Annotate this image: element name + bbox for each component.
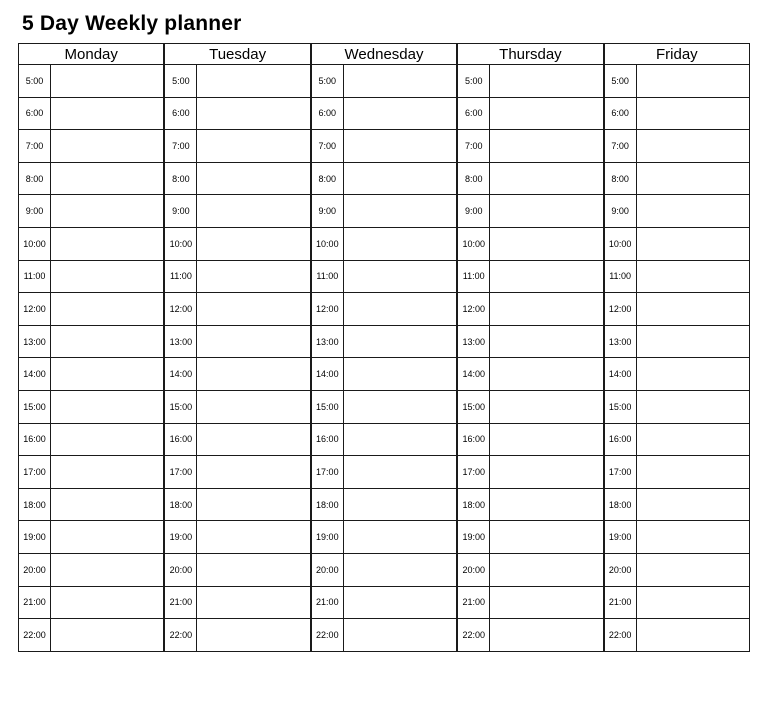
time-label: 20:00 [165, 553, 197, 586]
slot-cell [343, 390, 456, 423]
time-row [311, 619, 456, 652]
time-row [19, 390, 164, 423]
time-label: 10:00 [604, 227, 636, 260]
time-row [19, 456, 164, 489]
time-label: 7:00 [19, 130, 51, 163]
time-row [165, 619, 310, 652]
time-row [19, 358, 164, 391]
slot-cell [51, 65, 164, 98]
time-label: 16:00 [19, 423, 51, 456]
time-label: 19:00 [19, 521, 51, 554]
time-row [311, 553, 456, 586]
time-label: 15:00 [19, 390, 51, 423]
time-row [604, 130, 749, 163]
slot-cell [51, 553, 164, 586]
slot-cell [343, 195, 456, 228]
time-row [165, 227, 310, 260]
time-label: 18:00 [19, 488, 51, 521]
time-row [311, 65, 456, 98]
time-label: 12:00 [165, 293, 197, 326]
time-row [458, 521, 603, 554]
time-label: 18:00 [165, 488, 197, 521]
time-row [458, 227, 603, 260]
time-label: 12:00 [311, 293, 343, 326]
slot-cell [51, 227, 164, 260]
time-label: 17:00 [165, 456, 197, 489]
time-label: 8:00 [165, 162, 197, 195]
time-row [458, 162, 603, 195]
time-row [165, 390, 310, 423]
time-label: 10:00 [311, 227, 343, 260]
time-label: 6:00 [165, 97, 197, 130]
time-row [19, 423, 164, 456]
slot-cell [490, 358, 603, 391]
time-row [604, 358, 749, 391]
time-row [311, 325, 456, 358]
slot-cell [343, 358, 456, 391]
time-label: 9:00 [458, 195, 490, 228]
slot-cell [636, 293, 749, 326]
slot-cell [343, 130, 456, 163]
slot-cell [197, 162, 310, 195]
time-label: 12:00 [604, 293, 636, 326]
slot-cell [197, 293, 310, 326]
time-label: 17:00 [19, 456, 51, 489]
time-row [165, 293, 310, 326]
time-label: 11:00 [604, 260, 636, 293]
day-header-row [311, 44, 456, 65]
slot-cell [197, 260, 310, 293]
slot-cell [343, 488, 456, 521]
slot-cell [636, 65, 749, 98]
slot-cell [636, 521, 749, 554]
time-row [604, 521, 749, 554]
slot-cell [636, 260, 749, 293]
time-row [604, 293, 749, 326]
time-label: 6:00 [604, 97, 636, 130]
time-label: 15:00 [311, 390, 343, 423]
time-label: 8:00 [604, 162, 636, 195]
time-label: 14:00 [604, 358, 636, 391]
slot-cell [490, 423, 603, 456]
day-header-row [458, 44, 603, 65]
time-row [458, 390, 603, 423]
time-label: 14:00 [311, 358, 343, 391]
slot-cell [197, 553, 310, 586]
slot-cell [490, 553, 603, 586]
slot-cell [343, 293, 456, 326]
time-row [604, 586, 749, 619]
slot-cell [343, 456, 456, 489]
time-row [19, 162, 164, 195]
slot-cell [343, 619, 456, 652]
time-row [458, 325, 603, 358]
time-row [458, 260, 603, 293]
time-row [311, 358, 456, 391]
time-label: 11:00 [311, 260, 343, 293]
time-label: 21:00 [604, 586, 636, 619]
slot-cell [636, 195, 749, 228]
time-row [165, 97, 310, 130]
time-label: 21:00 [458, 586, 490, 619]
slot-cell [51, 130, 164, 163]
time-row [604, 195, 749, 228]
time-label: 21:00 [311, 586, 343, 619]
time-row [604, 65, 749, 98]
time-label: 18:00 [604, 488, 636, 521]
time-label: 22:00 [604, 619, 636, 652]
time-row [458, 97, 603, 130]
slot-cell [197, 65, 310, 98]
time-label: 13:00 [165, 325, 197, 358]
time-label: 22:00 [19, 619, 51, 652]
time-row [604, 488, 749, 521]
time-row [311, 227, 456, 260]
time-row [458, 586, 603, 619]
time-label: 19:00 [604, 521, 636, 554]
slot-cell [490, 227, 603, 260]
planner-grid [18, 43, 750, 652]
slot-cell [343, 521, 456, 554]
time-label: 9:00 [165, 195, 197, 228]
slot-cell [51, 325, 164, 358]
time-row [604, 325, 749, 358]
slot-cell [51, 195, 164, 228]
slot-cell [197, 619, 310, 652]
time-label: 5:00 [311, 65, 343, 98]
slot-cell [51, 97, 164, 130]
slot-cell [636, 358, 749, 391]
slot-cell [490, 162, 603, 195]
time-label: 10:00 [19, 227, 51, 260]
slot-cell [51, 423, 164, 456]
time-row [458, 423, 603, 456]
time-label: 10:00 [165, 227, 197, 260]
time-label: 21:00 [165, 586, 197, 619]
time-row [458, 130, 603, 163]
time-row [604, 456, 749, 489]
slot-cell [343, 423, 456, 456]
time-label: 20:00 [311, 553, 343, 586]
time-row [19, 195, 164, 228]
time-label: 22:00 [458, 619, 490, 652]
time-label: 16:00 [458, 423, 490, 456]
time-label: 13:00 [604, 325, 636, 358]
slot-cell [490, 325, 603, 358]
time-label: 18:00 [458, 488, 490, 521]
slot-cell [197, 586, 310, 619]
time-label: 17:00 [458, 456, 490, 489]
time-row [458, 358, 603, 391]
time-label: 8:00 [19, 162, 51, 195]
time-row [458, 619, 603, 652]
time-row [19, 227, 164, 260]
time-label: 15:00 [458, 390, 490, 423]
time-label: 22:00 [165, 619, 197, 652]
slot-cell [636, 130, 749, 163]
time-row [604, 162, 749, 195]
day-header-wednesday: Wednesday [311, 44, 456, 65]
time-row [311, 456, 456, 489]
slot-cell [197, 130, 310, 163]
time-row [165, 260, 310, 293]
slot-cell [197, 456, 310, 489]
time-label: 15:00 [604, 390, 636, 423]
slot-cell [490, 97, 603, 130]
slot-cell [490, 195, 603, 228]
time-label: 14:00 [19, 358, 51, 391]
time-row [311, 586, 456, 619]
slot-cell [343, 227, 456, 260]
time-row [311, 260, 456, 293]
slot-cell [490, 488, 603, 521]
slot-cell [490, 130, 603, 163]
time-row [19, 553, 164, 586]
slot-cell [636, 456, 749, 489]
time-label: 17:00 [311, 456, 343, 489]
time-label: 15:00 [165, 390, 197, 423]
slot-cell [197, 97, 310, 130]
time-row [604, 423, 749, 456]
time-label: 22:00 [311, 619, 343, 652]
time-row [19, 619, 164, 652]
slot-cell [490, 521, 603, 554]
day-header-row [165, 44, 310, 65]
time-row [458, 65, 603, 98]
time-row [458, 195, 603, 228]
slot-cell [636, 586, 749, 619]
time-label: 17:00 [604, 456, 636, 489]
time-label: 13:00 [458, 325, 490, 358]
day-header-thursday: Thursday [458, 44, 603, 65]
slot-cell [636, 97, 749, 130]
time-row [604, 619, 749, 652]
slot-cell [197, 521, 310, 554]
time-label: 11:00 [458, 260, 490, 293]
time-row [165, 325, 310, 358]
day-table-wednesday [311, 43, 457, 652]
time-label: 7:00 [458, 130, 490, 163]
time-label: 18:00 [311, 488, 343, 521]
slot-cell [636, 553, 749, 586]
time-label: 12:00 [458, 293, 490, 326]
time-row [311, 293, 456, 326]
time-label: 8:00 [458, 162, 490, 195]
slot-cell [51, 586, 164, 619]
slot-cell [343, 65, 456, 98]
time-label: 16:00 [604, 423, 636, 456]
time-label: 20:00 [604, 553, 636, 586]
time-row [19, 325, 164, 358]
time-label: 9:00 [311, 195, 343, 228]
slot-cell [197, 325, 310, 358]
time-label: 19:00 [458, 521, 490, 554]
slot-cell [51, 293, 164, 326]
slot-cell [343, 586, 456, 619]
slot-cell [51, 521, 164, 554]
slot-cell [490, 619, 603, 652]
time-row [311, 97, 456, 130]
time-row [165, 195, 310, 228]
slot-cell [51, 390, 164, 423]
time-row [165, 423, 310, 456]
slot-cell [490, 456, 603, 489]
time-label: 14:00 [458, 358, 490, 391]
time-label: 9:00 [604, 195, 636, 228]
time-label: 8:00 [311, 162, 343, 195]
time-row [19, 65, 164, 98]
slot-cell [197, 488, 310, 521]
time-row [165, 456, 310, 489]
time-label: 16:00 [165, 423, 197, 456]
slot-cell [51, 488, 164, 521]
slot-cell [490, 65, 603, 98]
day-header-row [604, 44, 749, 65]
slot-cell [490, 260, 603, 293]
time-label: 5:00 [604, 65, 636, 98]
day-header-monday: Monday [19, 44, 164, 65]
slot-cell [636, 619, 749, 652]
slot-cell [51, 260, 164, 293]
time-row [311, 488, 456, 521]
day-table-monday [18, 43, 164, 652]
time-row [165, 65, 310, 98]
time-label: 16:00 [311, 423, 343, 456]
time-row [311, 162, 456, 195]
time-row [165, 553, 310, 586]
time-row [604, 260, 749, 293]
time-label: 21:00 [19, 586, 51, 619]
time-row [311, 423, 456, 456]
slot-cell [490, 586, 603, 619]
slot-cell [197, 358, 310, 391]
time-row [19, 97, 164, 130]
time-label: 11:00 [165, 260, 197, 293]
slot-cell [636, 227, 749, 260]
slot-cell [51, 358, 164, 391]
time-row [311, 521, 456, 554]
slot-cell [636, 390, 749, 423]
time-row [311, 130, 456, 163]
time-label: 7:00 [604, 130, 636, 163]
slot-cell [197, 423, 310, 456]
slot-cell [51, 619, 164, 652]
slot-cell [343, 162, 456, 195]
time-row [604, 227, 749, 260]
day-header-row [19, 44, 164, 65]
time-row [19, 130, 164, 163]
time-label: 5:00 [19, 65, 51, 98]
slot-cell [490, 293, 603, 326]
time-row [458, 293, 603, 326]
day-header-friday: Friday [604, 44, 749, 65]
time-row [19, 260, 164, 293]
time-row [604, 97, 749, 130]
time-row [165, 162, 310, 195]
slot-cell [636, 162, 749, 195]
slot-cell [197, 195, 310, 228]
day-table-tuesday [164, 43, 310, 652]
page-title: 5 Day Weekly planner [22, 12, 242, 35]
time-row [604, 553, 749, 586]
slot-cell [343, 260, 456, 293]
time-label: 13:00 [19, 325, 51, 358]
time-row [165, 521, 310, 554]
time-label: 20:00 [19, 553, 51, 586]
slot-cell [636, 423, 749, 456]
time-label: 6:00 [458, 97, 490, 130]
time-row [165, 586, 310, 619]
time-row [311, 390, 456, 423]
day-table-thursday [457, 43, 603, 652]
time-row [19, 488, 164, 521]
time-label: 9:00 [19, 195, 51, 228]
time-label: 20:00 [458, 553, 490, 586]
time-label: 5:00 [458, 65, 490, 98]
slot-cell [343, 553, 456, 586]
time-label: 12:00 [19, 293, 51, 326]
time-row [458, 553, 603, 586]
time-label: 19:00 [165, 521, 197, 554]
time-row [604, 390, 749, 423]
time-label: 6:00 [311, 97, 343, 130]
day-table-friday [604, 43, 750, 652]
time-row [165, 130, 310, 163]
slot-cell [636, 325, 749, 358]
time-label: 5:00 [165, 65, 197, 98]
time-label: 10:00 [458, 227, 490, 260]
time-row [19, 586, 164, 619]
time-label: 13:00 [311, 325, 343, 358]
day-header-tuesday: Tuesday [165, 44, 310, 65]
time-label: 19:00 [311, 521, 343, 554]
time-label: 7:00 [165, 130, 197, 163]
time-label: 6:00 [19, 97, 51, 130]
time-row [458, 456, 603, 489]
slot-cell [343, 325, 456, 358]
slot-cell [490, 390, 603, 423]
slot-cell [51, 162, 164, 195]
time-row [165, 488, 310, 521]
time-row [19, 521, 164, 554]
slot-cell [636, 488, 749, 521]
time-label: 11:00 [19, 260, 51, 293]
time-row [165, 358, 310, 391]
slot-cell [343, 97, 456, 130]
time-label: 14:00 [165, 358, 197, 391]
time-row [19, 293, 164, 326]
time-row [458, 488, 603, 521]
slot-cell [197, 227, 310, 260]
time-row [311, 195, 456, 228]
slot-cell [197, 390, 310, 423]
slot-cell [51, 456, 164, 489]
time-label: 7:00 [311, 130, 343, 163]
